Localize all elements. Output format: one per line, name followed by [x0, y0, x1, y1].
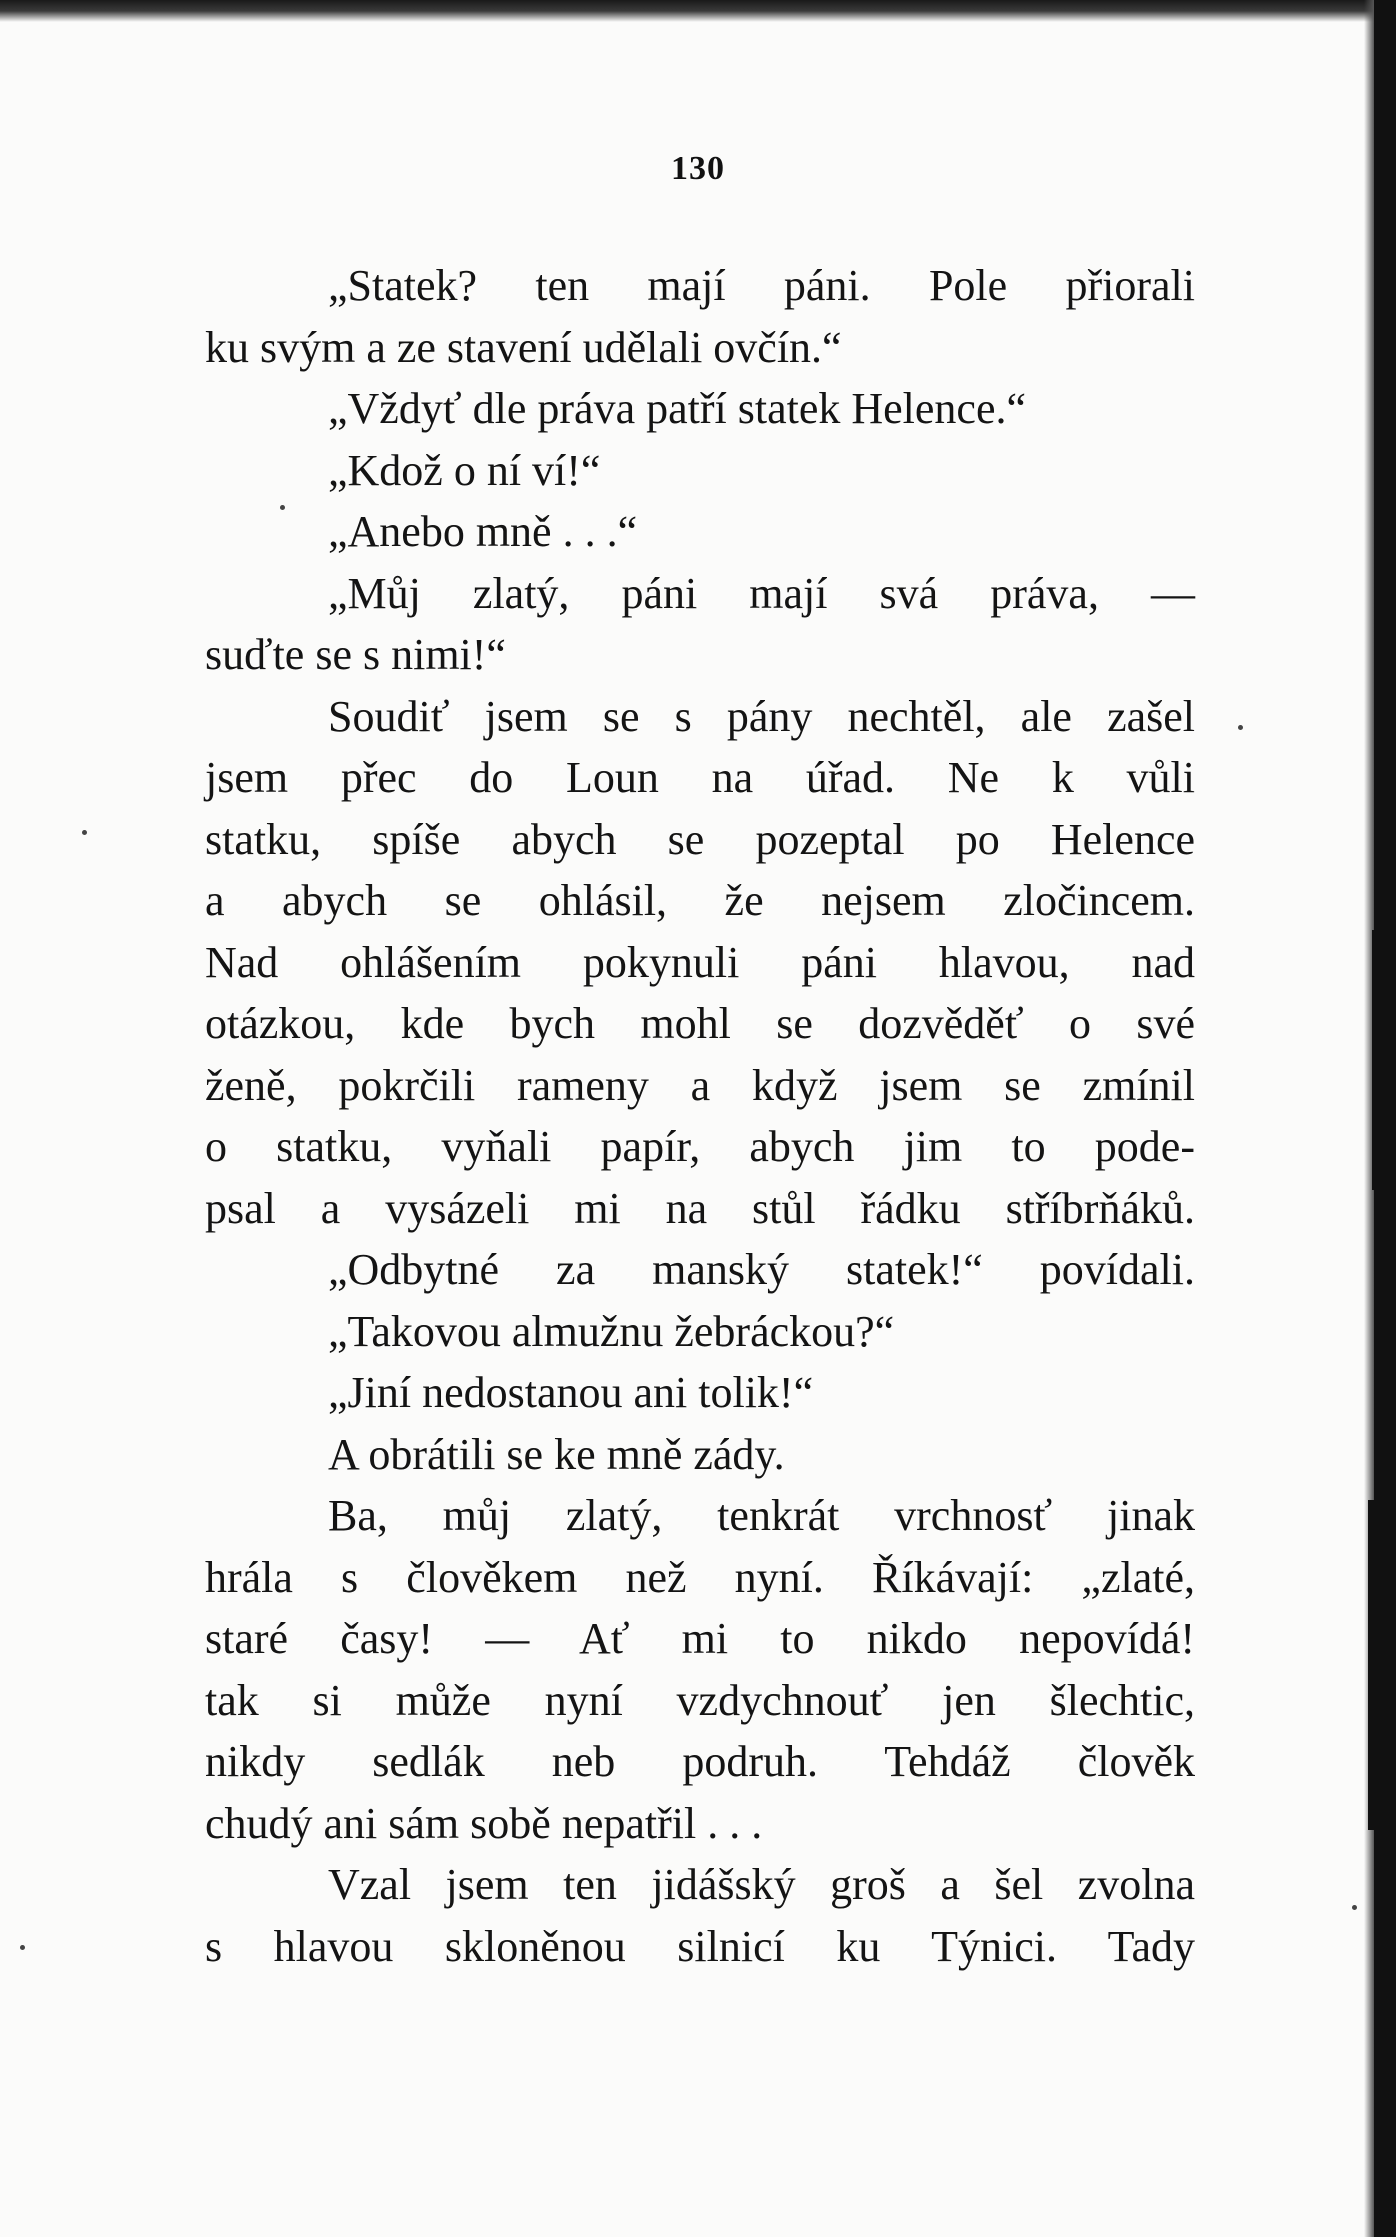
- scan-edge-top: [0, 0, 1396, 22]
- text-line: Vzal jsem ten jidášský groš a šel zvolna: [328, 1860, 1195, 1909]
- text-line: ženě, pokrčili rameny a když jsem se zmínil: [205, 1060, 1195, 1110]
- text-line: o statku, vyňali papír, abych jim to pode-: [205, 1122, 1195, 1171]
- text-line: „Kdož o ní ví!“: [328, 445, 601, 495]
- text-line: Nad ohlášením pokynuli páni hlavou, nad: [205, 937, 1195, 987]
- text-line: „Anebo mně . . .“: [328, 507, 638, 556]
- text-line: nikdy sedlák neb podruh. Tehdáž člověk: [205, 1737, 1195, 1786]
- text-line: „Takovou almužnu žebráckou?“: [328, 1306, 895, 1356]
- text-line: s hlavou skloněnou silnicí ku Týnici. Tady: [205, 1921, 1195, 1971]
- text-line: psal a vysázeli mi na stůl řádku stříbrňáků.: [205, 1183, 1195, 1233]
- body-text: [205, 255, 1195, 1977]
- text-line: A obrátili se ke mně zády.: [328, 1429, 785, 1479]
- text-line: „Můj zlatý, páni mají svá práva, —: [328, 568, 1195, 618]
- text-line: „Odbytné za manský statek!“ povídali.: [328, 1245, 1195, 1294]
- text-line: chudý ani sám sobě nepatřil . . .: [205, 1798, 763, 1848]
- text-line: tak si může nyní vzdychnouť jen šlechtic,: [205, 1675, 1195, 1725]
- text-line: hrála s člověkem než nyní. Říkávají: „zlaté,: [205, 1552, 1195, 1602]
- text-line: Ba, můj zlatý, tenkrát vrchnosť jinak: [328, 1491, 1195, 1540]
- text-line: statku, spíše abych se pozeptal po Helence: [205, 814, 1195, 864]
- text-line: „Vždyť dle práva patří statek Helence.“: [328, 384, 1027, 433]
- speck: [82, 830, 87, 835]
- scan-mark: [1372, 930, 1378, 1190]
- text-line: Soudiť jsem se s pány nechtěl, ale zašel: [328, 691, 1195, 741]
- text-line: „Jiní nedostanou ani tolik!“: [328, 1368, 814, 1417]
- speck: [20, 1945, 25, 1950]
- text-line: a abych se ohlásil, že nejsem zločincem.: [205, 876, 1195, 925]
- text-line: jsem přec do Loun na úřad. Ne k vůli: [205, 753, 1195, 802]
- text-line: ku svým a ze stavení udělali ovčín.“: [205, 322, 842, 372]
- text-line: staré časy! — Ať mi to nikdo nepovídá!: [205, 1614, 1195, 1663]
- speck: [1352, 1905, 1357, 1910]
- text-line: suďte se s nimi!“: [205, 630, 506, 679]
- text-line: otázkou, kde bych mohl se dozvěděť o své: [205, 999, 1195, 1048]
- speck: [1238, 725, 1243, 730]
- scan-mark: [1368, 1500, 1376, 1830]
- page-number: 130: [671, 150, 725, 187]
- text-line: „Statek? ten mají páni. Pole přiorali: [328, 261, 1195, 310]
